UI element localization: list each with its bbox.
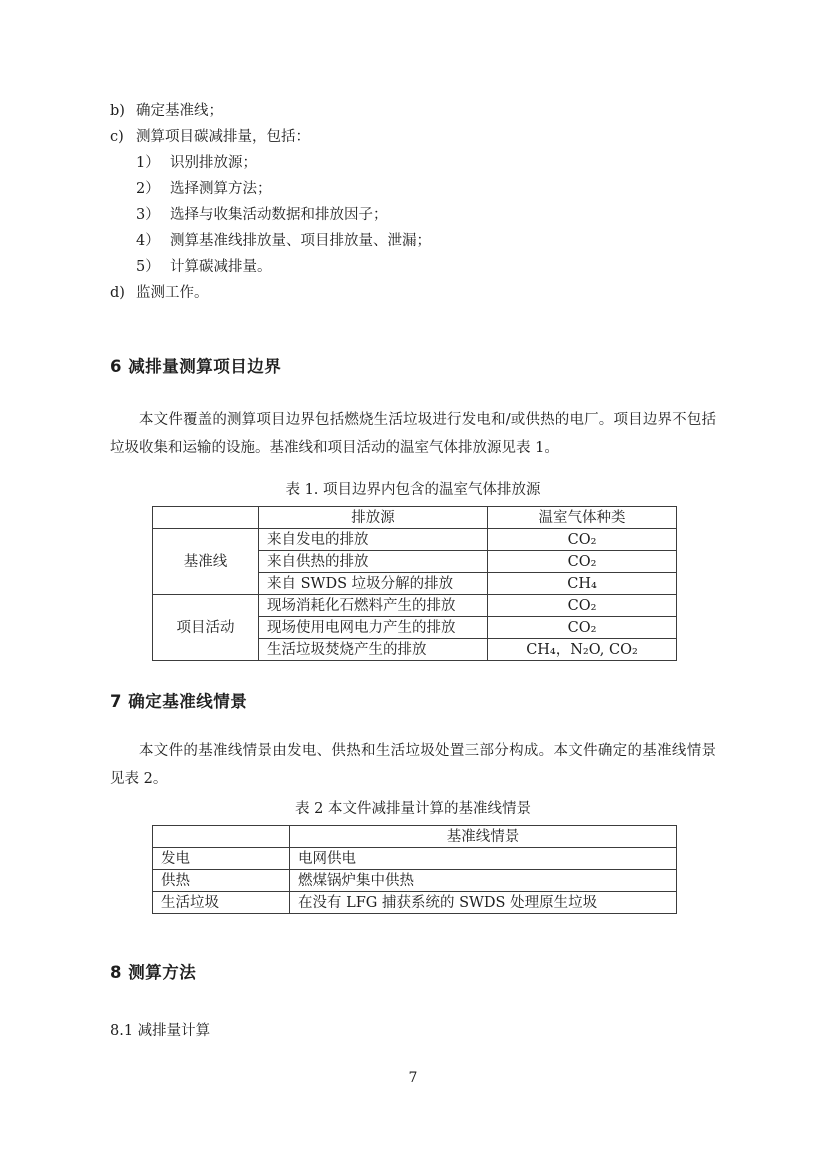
table-row [153, 507, 677, 529]
table-cell: 电网供电 [290, 848, 677, 870]
list-text: 识别排放源； [170, 155, 257, 171]
table-1-header-blank [153, 507, 259, 529]
table-2-header-blank [153, 826, 290, 848]
table-row [153, 848, 677, 870]
table-cell: 现场使用电网电力产生的排放 [259, 617, 488, 639]
list-text: 测算基准线排放量、项目排放量、泄漏； [170, 233, 431, 249]
list-marker: 1） [136, 155, 160, 171]
table-1-group-baseline: 基准线 [153, 529, 259, 595]
table-cell: CO₂ [488, 529, 677, 551]
table-cell: 燃煤锅炉集中供热 [290, 870, 677, 892]
table-cell: 来自发电的排放 [259, 529, 488, 551]
list-text: 选择测算方法； [170, 181, 272, 197]
table-2-header-scenario: 基准线情景 [290, 826, 677, 848]
table-1-caption: 表 1. 项目边界内包含的温室气体排放源 [285, 482, 541, 498]
table-cell: 来自供热的排放 [259, 551, 488, 573]
section-8-1-subheading: 8.1 减排量计算 [110, 1023, 211, 1039]
list-item-c4 [136, 228, 716, 254]
table-cell: CO₂ [488, 551, 677, 573]
table-cell: 生活垃圾 [153, 892, 290, 914]
page-number: 7 [408, 1070, 418, 1086]
table-2 [152, 825, 677, 914]
table-row [153, 892, 677, 914]
section-6-paragraph: 本文件覆盖的测算项目边界包括燃烧生活垃圾进行发电和/或供热的电厂。项目边界不包括垃圾收集和运输的设施。基准线和项目活动的温室气体排放源见表 1。 [110, 412, 716, 456]
section-7-heading: 7 确定基准线情景 [110, 692, 248, 711]
table-row [153, 826, 677, 848]
table-cell: CH₄，N₂O, CO₂ [488, 639, 677, 661]
table-cell: 来自 SWDS 垃圾分解的排放 [259, 573, 488, 595]
list-item-c1 [136, 150, 716, 176]
list-item-d [110, 280, 716, 306]
list-text: 监测工作。 [136, 285, 209, 301]
section-6-heading: 6 减排量测算项目边界 [110, 357, 282, 376]
list-item-c3 [136, 202, 716, 228]
list-text: 确定基准线； [136, 103, 223, 119]
section-8-heading: 8 测算方法 [110, 963, 197, 982]
list-marker: 3） [136, 207, 160, 223]
table-cell: 发电 [153, 848, 290, 870]
table-cell: 现场消耗化石燃料产生的排放 [259, 595, 488, 617]
table-cell: 在没有 LFG 捕获系统的 SWDS 处理原生垃圾 [290, 892, 677, 914]
table-row [153, 595, 677, 617]
list-marker: b) [110, 103, 125, 119]
list-text: 计算碳减排量。 [170, 259, 272, 275]
table-cell: CO₂ [488, 617, 677, 639]
list-item-c [110, 124, 716, 150]
table-cell: 供热 [153, 870, 290, 892]
table-cell: CH₄ [488, 573, 677, 595]
table-1-header-source: 排放源 [259, 507, 488, 529]
table-row [153, 529, 677, 551]
table-2-caption: 表 2 本文件减排量计算的基准线情景 [295, 801, 531, 817]
list-text: 选择与收集活动数据和排放因子； [170, 207, 388, 223]
list-marker: c) [110, 129, 124, 145]
list-item-b [110, 98, 716, 124]
list-text: 测算项目碳减排量，包括： [136, 129, 310, 145]
table-1 [152, 506, 677, 661]
list-item-c5 [136, 254, 716, 280]
table-cell: 生活垃圾焚烧产生的排放 [259, 639, 488, 661]
table-cell: CO₂ [488, 595, 677, 617]
list-marker: 2） [136, 181, 160, 197]
list-item-c2 [136, 176, 716, 202]
table-1-group-project: 项目活动 [153, 595, 259, 661]
list-marker: d) [110, 285, 125, 301]
table-row [153, 870, 677, 892]
section-7-paragraph: 本文件的基准线情景由发电、供热和生活垃圾处置三部分构成。本文件确定的基准线情景见表 2。 [110, 743, 716, 787]
list-marker: 4） [136, 233, 160, 249]
outline-list [110, 98, 716, 306]
table-1-header-gas: 温室气体种类 [488, 507, 677, 529]
list-marker: 5） [136, 259, 160, 275]
